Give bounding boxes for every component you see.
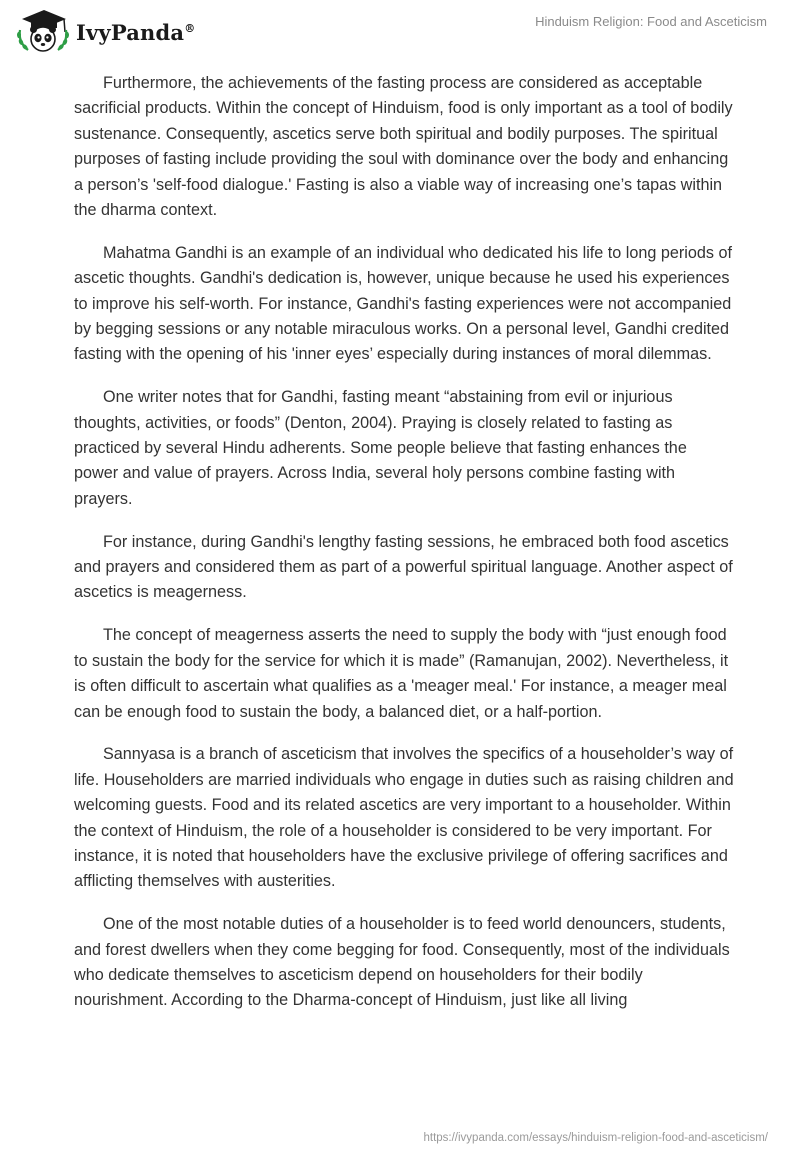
brand-name: IvyPanda® <box>76 19 196 45</box>
paragraph: One writer notes that for Gandhi, fasting meant “abstaining from evil or injurious thoughts, activities, or foods” (Denton, 2004). Praying is closely related to fasting as practiced by several Hindu adherents. Some people believe that fasting enhances the power and value of prayers. Across India, several holy persons combine fasting with prayers. <box>74 388 687 508</box>
paragraph: For instance, during Gandhi's lengthy fasting sessions, he embraced both food ascetics and prayers and considered them as part of a powerful spiritual language. Another aspect of ascetics is meagerness. <box>74 532 733 602</box>
paragraph: Furthermore, the achievements of the fasting process are considered as acceptable sacrificial products. Within the concept of Hinduism, food is only important as a tool of bodily sustenance. Consequently, ascetics serve both spiritual and bodily purposes. The spiritual purposes of fasting include providing the soul with dominance over the body and enhancing a person’s 'self-food dialogue.' Fasting is also a viable way of increasing one’s tapas within the dharma context. <box>74 74 733 220</box>
paragraph: Mahatma Gandhi is an example of an individual who dedicated his life to long periods of ascetic thoughts. Gandhi's dedication is, however, unique because he used his experiences to improve his self-worth. For instance, Gandhi's fasting experiences were not accompanied by begging sessions or any notable miraculous works. On a personal level, Gandhi credited fasting with the opening of his 'inner eyes’ especially during instances of moral dilemmas. <box>74 243 732 364</box>
panda-graduate-icon <box>14 8 72 54</box>
source-url-link[interactable]: https://ivypanda.com/essays/hinduism-religion-food-and-asceticism/ <box>423 1132 768 1144</box>
page-header <box>0 0 800 70</box>
document-title: Hinduism Religion: Food and Asceticism <box>535 14 767 29</box>
registered-mark: ® <box>184 21 196 35</box>
essay-body <box>74 71 734 1031</box>
paragraph: Sannyasa is a branch of asceticism that involves the specifics of a householder’s way of life. Householders are married individuals who engage in duties such as raising children and welcoming guests. Food and its related ascetics are very important to a householder. Within the context of Hinduism, the role of a householder is considered to be very important. For instance, it is noted that householders have the exclusive privilege of offering sacrifices and afflicting themselves with austerities. <box>74 745 734 891</box>
ivypanda-logo[interactable] <box>14 8 195 54</box>
paragraph: One of the most notable duties of a householder is to feed world denouncers, students, and forest dwellers when they come begging for food. Consequently, most of the individuals who dedicate themselves to asceticism depend on householders for their bodily nourishment. According to the Dharma-concept of Hinduism, just like all living <box>74 915 730 1010</box>
paragraph: The concept of meagerness asserts the need to supply the body with “just enough food to sustain the body for the service for which it is made” (Ramanujan, 2002). Nevertheless, it is often difficult to ascertain what qualifies as a 'meager meal.' For instance, a meager meal can be enough food to sustain the body, a balanced diet, or a half-portion. <box>74 626 729 721</box>
